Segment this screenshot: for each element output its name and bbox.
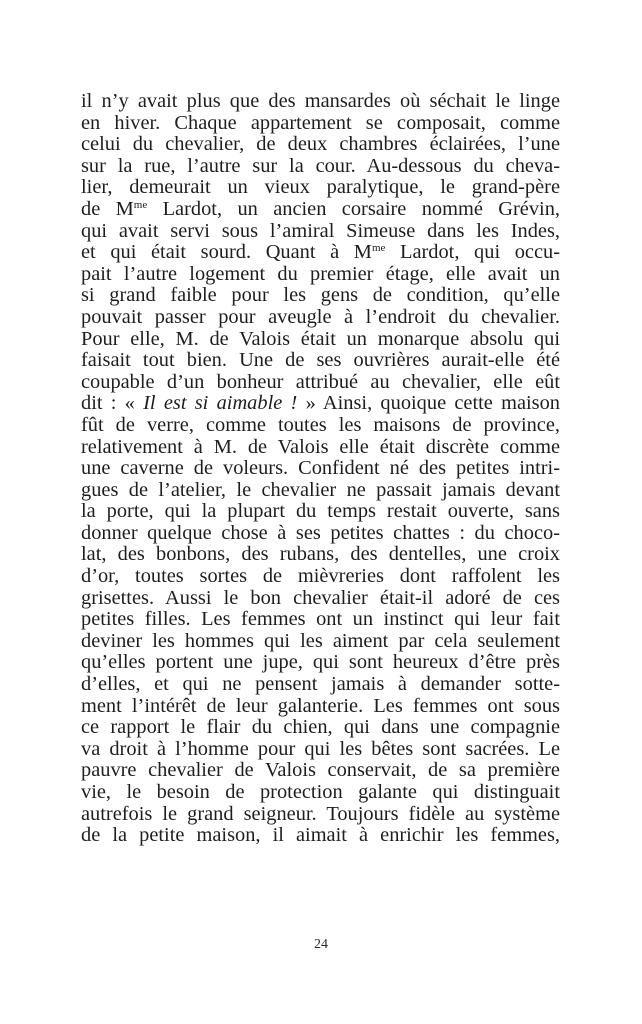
text-span: Lardot, un ancien corsaire nommé Grévin, (147, 197, 560, 220)
text-line: va droit à l’homme pour qui les bêtes sont sacrées. Le (81, 737, 560, 760)
text-span: » Ainsi, quoique cette maison (297, 392, 560, 415)
text-line: donner quelque chose à ses petites chattes : du choco- (81, 521, 560, 544)
text-line: pait l’autre logement du premier étage, elle avait un (81, 262, 560, 285)
text-line: qui avait servi sous l’amiral Simeuse dans les Indes, (81, 219, 560, 242)
text-line: faisait tout bien. Une de ses ouvrières aurait-elle été (81, 349, 560, 372)
text-line: de la petite maison, il aimait à enrichir les femmes, (81, 824, 560, 847)
italic-quote: Il est si aimable ! (143, 392, 298, 415)
text-line: celui du chevalier, de deux chambres éclairées, l’une (81, 133, 560, 156)
text-line: grisettes. Aussi le bon chevalier était-il adoré de ces (81, 586, 560, 609)
text-line: d’elles, et qui ne pensent jamais à demander sotte- (81, 673, 560, 696)
text-span: dit : « (81, 392, 144, 415)
text-line: petites filles. Les femmes ont un instinct qui leur fait (81, 608, 560, 631)
text-line: d’or, toutes sortes de mièvreries dont raffolent les (81, 565, 560, 588)
superscript: me (371, 242, 386, 255)
text-span: de M (81, 197, 134, 220)
body-text (81, 91, 560, 847)
text-line: pouvait passer pour aveugle à l’endroit du chevalier. (81, 305, 560, 328)
text-line: en hiver. Chaque appartement se composait, comme (81, 111, 560, 134)
text-span: et qui était sourd. Quant à M (81, 241, 372, 264)
text-line: deviner les hommes qui les aiment par cela seulement (81, 629, 560, 652)
superscript: me (133, 198, 148, 211)
text-line: il n’y avait plus que des mansardes où séchait le linge (81, 90, 560, 112)
text-line: qu’elles portent une jupe, qui sont heureux d’être près (81, 651, 560, 674)
text-line: Pour elle, M. de Valois était un monarque absolu qui (81, 327, 560, 350)
text-line: si grand faible pour les gens de condition, qu’elle (81, 284, 560, 307)
text-line: vie, le besoin de protection galante qui distinguait (81, 781, 560, 803)
text-line: la porte, qui la plupart du temps restait ouverte, sans (81, 500, 560, 523)
text-line: gues de l’atelier, le chevalier ne passait jamais devant (81, 478, 560, 501)
text-line: pauvre chevalier de Valois conservait, de sa première (81, 759, 560, 782)
text-line (81, 242, 560, 264)
text-line: ce rapport le flair du chien, qui dans une compagnie (81, 716, 560, 739)
text-line: sur la rue, l’autre sur la cour. Au-dessous du cheva- (81, 154, 560, 177)
text-line: une caverne de voleurs. Confident né des petites intri- (81, 457, 560, 480)
text-line (81, 199, 560, 221)
text-line: lat, des bonbons, des rubans, des dentelles, une croix (81, 543, 560, 566)
text-line (81, 393, 560, 415)
text-line: autrefois le grand seigneur. Toujours fidèle au système (81, 802, 560, 825)
text-line: fût de verre, comme toutes les maisons de province, (81, 413, 560, 436)
text-span: Lardot, qui occu- (385, 241, 560, 264)
text-line: ment l’intérêt de leur galanterie. Les femmes ont sous (81, 694, 560, 717)
text-line: lier, demeurait un vieux paralytique, le grand-père (81, 176, 560, 199)
text-line: coupable d’un bonheur attribué au chevalier, elle eût (81, 370, 560, 393)
page-number: 24 (314, 937, 328, 952)
text-line: relativement à M. de Valois elle était discrète comme (81, 435, 560, 458)
